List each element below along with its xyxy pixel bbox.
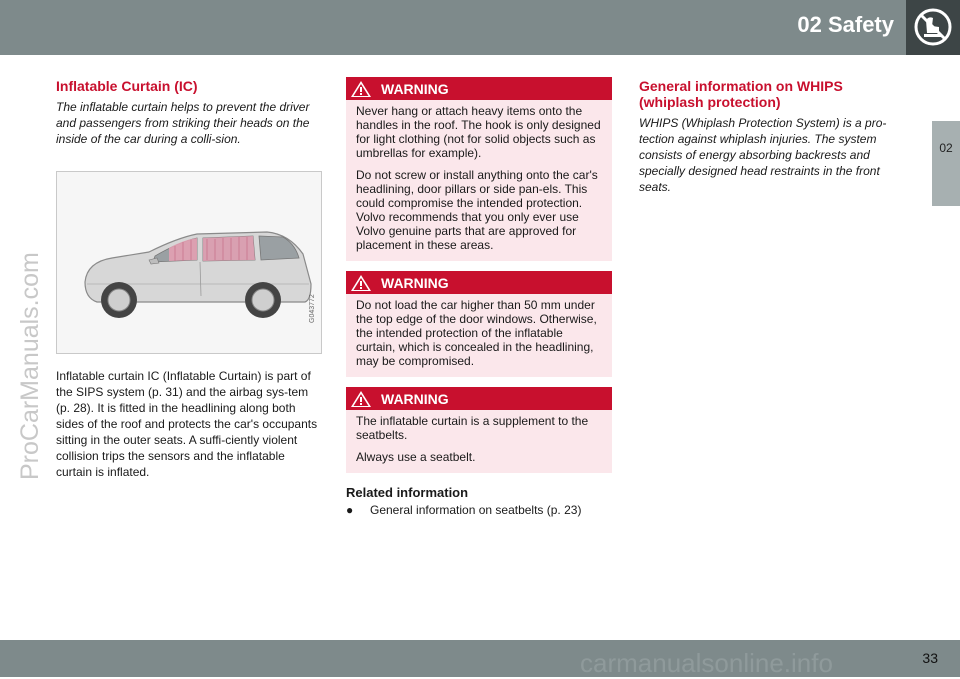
- warning-title: WARNING: [381, 391, 449, 407]
- section-heading: Inflatable Curtain (IC): [56, 78, 198, 94]
- warning-triangle-icon: [350, 80, 372, 98]
- warning-triangle-icon: [350, 274, 372, 292]
- related-link[interactable]: [346, 502, 612, 518]
- warning-box-3: [346, 387, 612, 473]
- warning-paragraph: Always use a seatbelt.: [356, 450, 476, 464]
- warning-body: [346, 100, 612, 261]
- chapter-title: 02 Safety: [797, 12, 894, 37]
- watermark-bottom: carmanualsonline.info: [580, 648, 833, 678]
- related-link-text[interactable]: General information on seatbelts (p. 23): [370, 503, 582, 517]
- figure-id: G043772: [309, 294, 316, 323]
- chapter-tab-label: 02: [939, 141, 953, 155]
- inflatable-curtain-section: [56, 78, 322, 147]
- warning-triangle-icon: [350, 390, 372, 408]
- warning-body: [346, 410, 612, 473]
- body-paragraph: Inflatable curtain IC (Inflatable Curtain) is part of the SIPS system (p. 31) and the airbag sys-tem (p. 28). It is fitted in the headlining along both sides of the roof and protects the car's occupants sitting in the outer seats. A suffi-ciently violent collision trips the sensors and the inflatable curtain is inflated.: [56, 369, 318, 479]
- chapter-tab[interactable]: [932, 121, 960, 206]
- warning-paragraph: The inflatable curtain is a supplement to the seatbelts.: [356, 414, 589, 442]
- warning-body: [346, 294, 612, 377]
- warning-box-1: [346, 77, 612, 261]
- warning-header: [346, 271, 612, 294]
- page-number: 33: [922, 650, 938, 666]
- section-heading: General information on WHIPS (whiplash protection): [639, 78, 843, 110]
- warning-title: WARNING: [381, 275, 449, 291]
- related-information-heading: Related information: [346, 485, 469, 500]
- warning-header: [346, 77, 612, 100]
- warning-box-2: [346, 271, 612, 377]
- page-header: [0, 0, 960, 55]
- section-lead: The inflatable curtain helps to prevent the driver and passengers from striking their heads on the inside of the car during a colli-sion.: [56, 100, 310, 146]
- warning-title: WARNING: [381, 81, 449, 97]
- warning-paragraph: Do not load the car higher than 50 mm under the top edge of the door windows. Otherwise, the intended protection of the inflatable curtain, which is concealed in the headlining, may be compromised.: [356, 298, 597, 368]
- no-child-seat-icon: [906, 0, 960, 55]
- whips-section: [639, 78, 911, 195]
- watermark-left: ProCarManuals.com: [16, 252, 44, 480]
- warning-paragraph: Never hang or attach heavy items onto the handles in the roof. The hook is only designed for light clothing (not for solid objects such as umbrellas for example).: [356, 104, 601, 160]
- car-curtain-illustration: [56, 171, 322, 354]
- section-lead: WHIPS (Whiplash Protection System) is a pro-tection against whiplash injuries. The system consists of energy absorbing backrests and specially designed head restraints in the front seats.: [639, 116, 887, 194]
- warning-paragraph: Do not screw or install anything onto the car's headlining, door pillars or side pan-els. This could compromise the intended protection. Volvo recommends that you only ever use Volvo genuine parts that are approved for placement in these areas.: [356, 168, 598, 252]
- bullet-icon: ●: [346, 503, 354, 517]
- warning-header: [346, 387, 612, 410]
